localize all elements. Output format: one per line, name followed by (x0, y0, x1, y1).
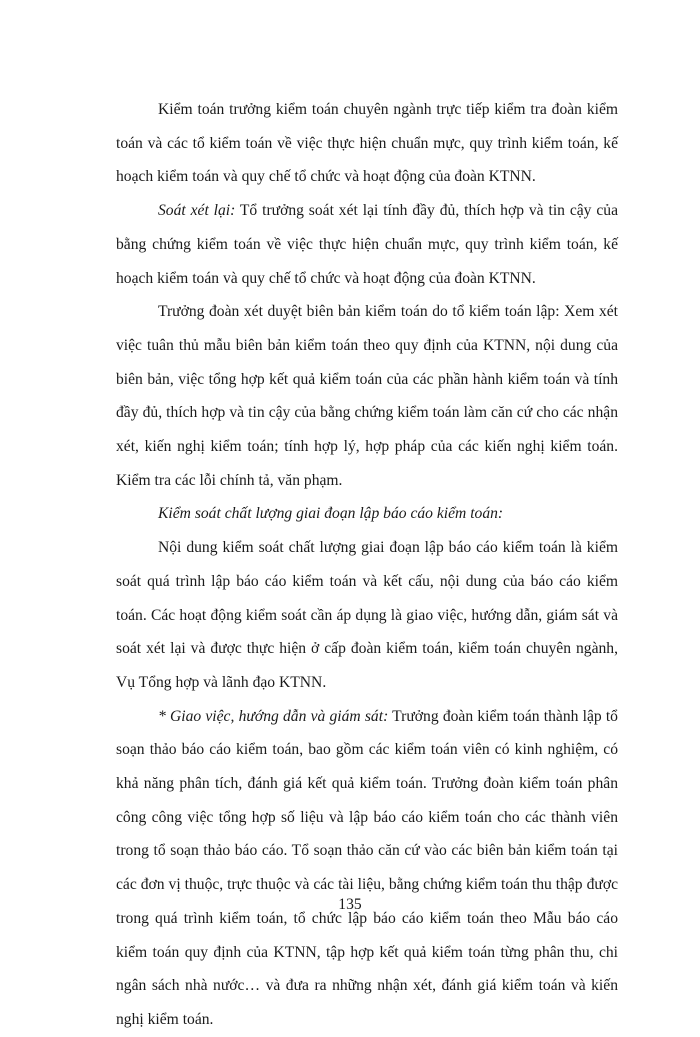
paragraph-3 (116, 295, 618, 497)
paragraph-3-text: Trưởng đoàn xét duyệt biên bản kiểm toán do tổ kiểm toán lập: Xem xét việc tuân thủ mẫu biên bản kiểm toán theo quy định của KTNN, nội dung của biên bản, việc tổng hợp kết quả kiểm toán của các phần hành kiểm toán và tính đầy đủ, thích hợp và tin cậy của bằng chứng kiểm toán làm căn cứ cho các nhận xét, kiến nghị kiểm toán; tính hợp lý, hợp pháp của các kiến nghị kiểm toán. Kiểm tra các lỗi chính tả, văn phạm. (116, 303, 618, 489)
paragraph-1 (116, 93, 618, 194)
paragraph-1-text: Kiểm toán trưởng kiểm toán chuyên ngành trực tiếp kiểm tra đoàn kiểm toán và các tổ kiểm toán về việc thực hiện chuẩn mực, quy trình kiểm toán, kế hoạch kiểm toán và quy chế tổ chức và hoạt động của đoàn KTNN. (116, 101, 618, 186)
page-number: 135 (338, 896, 362, 913)
paragraph-2 (116, 194, 618, 295)
paragraph-6-text: Trưởng đoàn kiểm toán thành lập tổ soạn thảo báo cáo kiểm toán, bao gồm các kiểm toán viên có kinh nghiệm, có khả năng phân tích, đánh giá kết quả kiểm toán. Trưởng đoàn kiểm toán phân công công việc tổng hợp số liệu và lập báo cáo kiểm toán cho các thành viên trong tổ soạn thảo báo cáo. Tổ soạn thảo căn cứ vào các biên bản kiểm toán tại các đơn vị thuộc, trực thuộc và các tài liệu, bằng chứng kiểm toán thu thập được trong quá trình kiểm toán, tổ chức lập báo cáo kiểm toán theo Mẫu báo cáo kiểm toán quy định của KTNN, tập hợp kết quả kiểm toán từng phân thu, chi ngân sách nhà nước… và đưa ra những nhận xét, đánh giá kiểm toán và kiến nghị kiểm toán. (116, 707, 618, 1028)
paragraph-5-text: Nội dung kiểm soát chất lượng giai đoạn lập báo cáo kiểm toán là kiểm soát quá trình lập báo cáo kiểm toán và kết cấu, nội dung của báo cáo kiểm toán. Các hoạt động kiểm soát cần áp dụng là giao việc, hướng dẫn, giám sát và soát xét lại và được thực hiện ở cấp đoàn kiểm toán, kiểm toán chuyên ngành, Vụ Tổng hợp và lãnh đạo KTNN. (116, 539, 618, 691)
paragraph-6-lead: * Giao việc, hướng dẫn và giám sát: (158, 707, 389, 725)
section-heading (116, 497, 618, 531)
paragraph-6 (116, 700, 618, 1037)
paragraph-5 (116, 531, 618, 700)
paragraph-2-text: Tổ trưởng soát xét lại tính đầy đủ, thích hợp và tin cậy của bằng chứng kiểm toán về việc thực hiện chuẩn mực, quy trình kiểm toán, kế hoạch kiểm toán và quy chế tổ chức và hoạt động của đoàn KTNN. (116, 202, 618, 287)
section-heading-text: Kiểm soát chất lượng giai đoạn lập báo cáo kiểm toán: (158, 505, 504, 523)
paragraph-2-lead: Soát xét lại: (158, 202, 236, 220)
